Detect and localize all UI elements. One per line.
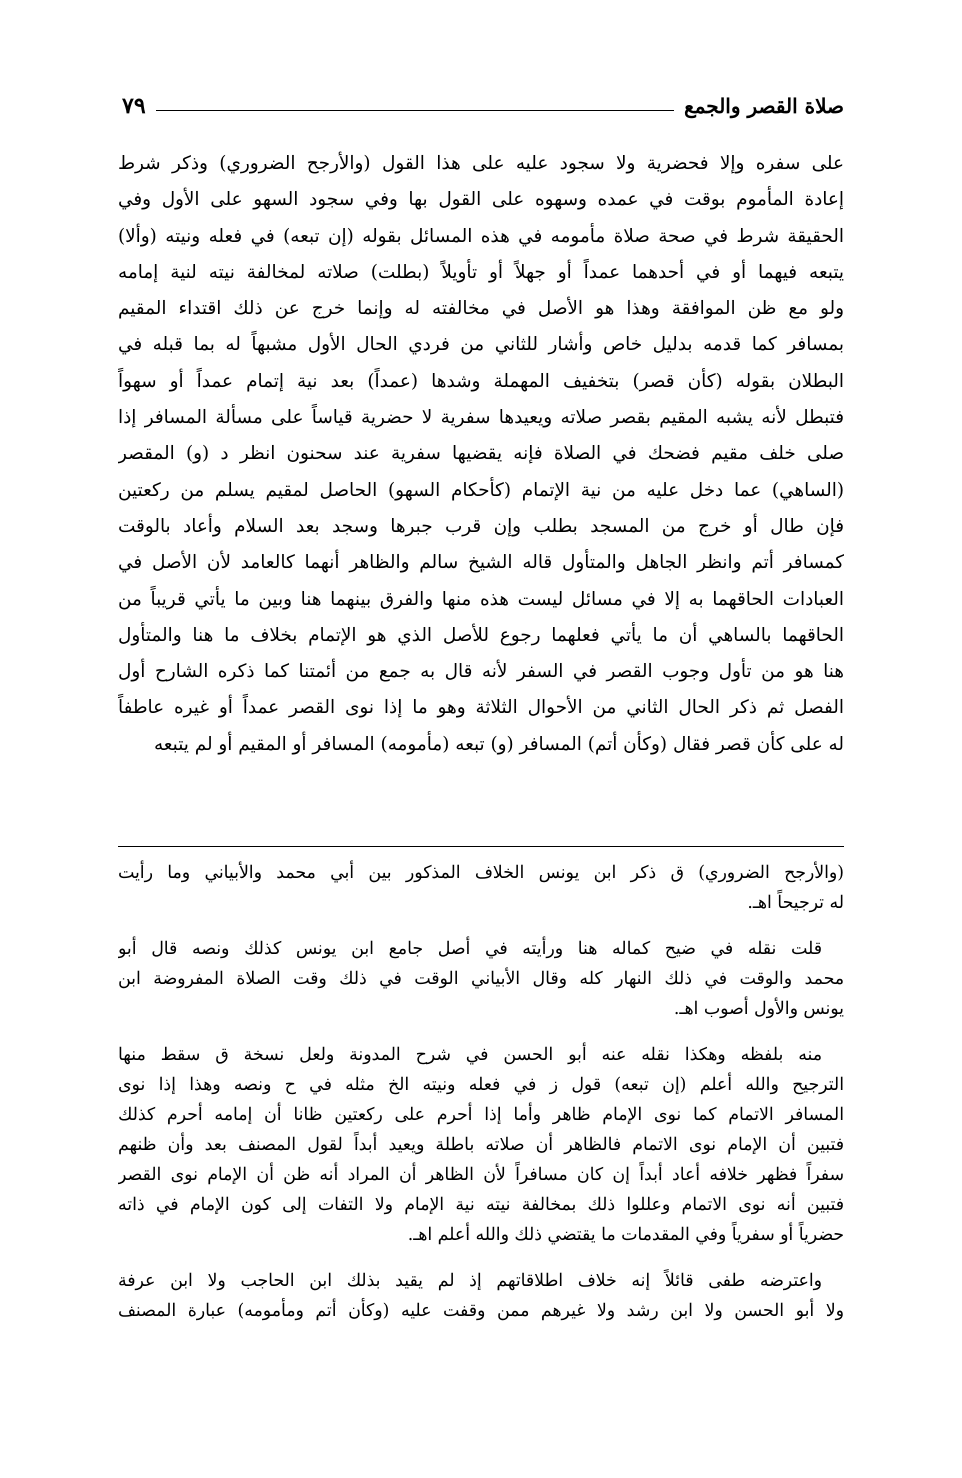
main-line: فإن طال أو خرج من المسجد بطلب وإن قرب جبرها وسجد بعد السلام وأعاد بالوقت xyxy=(118,515,844,537)
footnote-line: منه بلفظه وهكذا نقله عنه أبو الحسن في شرح المدونة ولعل نسخة ق سقط منها xyxy=(118,1045,822,1065)
running-header xyxy=(122,88,844,124)
main-line: فتبطل لأنه يشبه المقيم بقصر صلاته ويعيدها سفرية لا حضرية قياساً على مسألة المسافر إذا xyxy=(118,407,844,429)
footnote-line: له ترجيحاً اهـ. xyxy=(747,893,844,913)
footnote-line: فتبين أنه نوى الاتمام وعللوا ذلك بمخالفة نيته نية الإمام ولا التفات إلى كون الإمام في ذاته xyxy=(118,1195,844,1215)
chapter-title: صلاة القصر والجمع xyxy=(684,94,844,118)
footnote-paragraph xyxy=(118,1040,844,1250)
footnote-paragraph xyxy=(118,1266,844,1326)
main-line: على سفره وإلا فحضرية ولا سجود عليه على هذا القول (والأرجح الضروري) وذكر شرط xyxy=(118,153,844,174)
footnote-line: قلت نقله في ضيح كماله هنا ورأيته في أصل جامع ابن يونس كذلك ونصه قال أبو xyxy=(118,939,822,959)
footnote-line: يونس والأول أصوب اهـ. xyxy=(673,999,844,1019)
main-line: الحقيقة شرط في صحة صلاة مأمومه في هذه المسائل بقوله (إن تبعه) في فعله ونيته (وألا) xyxy=(118,225,844,247)
footnote-line: حضرياً أو سفرياً وفي المقدمات ما يقتضي ذلك والله أعلم اهـ. xyxy=(407,1225,844,1245)
footnote-paragraph xyxy=(118,858,844,918)
main-line: هنا هو من تأول وجوب القصر في السفر لأنه قال به جمع من أئمتنا كما ذكره الشارح أول xyxy=(118,661,844,683)
footnote-separator xyxy=(118,846,844,847)
footnote-line: محمد والوقت في ذلك النهار كله وقال الأبياني الوقت في ذلك وقت الصلاة المفروضة ابن xyxy=(118,969,844,989)
main-line: بمسافر كما قدمه بدليل خاص وأشار للثاني من فردي الحال الأول مشبهاً له بما قبله في xyxy=(118,334,844,356)
main-line: يتبعه فيهما أو في أحدهما عمداً أو جهلاً أو تأويلاً (بطلت) صلاته لمخالفة نيته لنية إمامه xyxy=(118,261,844,283)
footnote-line: (والأرجح الضروري) ق ذكر ابن يونس الخلاف المذكور بين أبي محمد والأبياني وما رأيت xyxy=(118,863,844,883)
main-line: البطلان بقوله (كأن قصر) بتخفيف المهملة وشدها (عمداً) بعد نية إتمام عمداً أو سهواً xyxy=(118,370,844,392)
main-line: صلى خلف مقيم فضحك في الصلاة فإنه يقضيها سفرية عند سحنون انظر د (و) المقصر xyxy=(118,443,844,465)
footnote-line: واعترضه طفى قائلاً إنه خلاف اطلاقاتهم إذ لم يقيد بذلك ابن الحاجب ولا ابن عرفة xyxy=(118,1271,822,1291)
main-line: له على كأن قصر فقال (وكأن أتم) المسافر (و) تبعه (مأمومه) المسافر أو المقيم أو لم يتبعه xyxy=(153,733,844,755)
main-line: العبادات الحاقهما به إلا في مسائل ليست هذه منها والفرق بينهما هنا وبين ما يأتي قريباً من xyxy=(118,588,844,610)
main-line: كمسافر أتم وانظر الجاهل والمتأول قاله الشيخ سالم والظاهر أنهما كالعامد لأن الأصل في xyxy=(118,552,844,574)
footnote-paragraph xyxy=(118,934,844,1024)
main-line: الفصل ثم ذكر الحال الثاني من الأحوال الثلاثة وهو ما إذا نوى القصر عمداً أو غيره عاطفاً xyxy=(118,697,844,719)
footnotes xyxy=(118,858,844,1342)
main-line: ولو مع ظن الموافقة وهذا هو الأصل في مخالفته له وإنما خرج عن ذلك اقتداء المقيم xyxy=(118,298,844,320)
footnote-line: المسافر الاتمام كما نوى الإمام ظاهر وأما إذا أحرم على ركعتين ظانا أن إمامه أحرم كذلك xyxy=(118,1105,844,1125)
page-number: ٧٩ xyxy=(122,93,146,119)
footnote-line: فتبين أن الإمام نوى الاتمام فالظاهر أن صلاته باطلة ويعيد أبداً لقول المصنف بعد وأن ظنهم xyxy=(118,1135,844,1155)
main-line: الحاقهما بالساهي أن ما يأتي فعلهما رجوع للأصل الذي هو الإتمام بخلاف ما هنا والمتأول xyxy=(118,624,844,646)
footnote-line: الترجيح والله أعلم (إن تبعه) قول ز في فعله ونيته الخ مثله في ح ونصه وهذا إذا نوى xyxy=(118,1075,844,1095)
footnote-line: سفراً فظهر خلافه أعاد أبداً إن كان مسافراً لأن الظاهر أن المراد أنه ظن أن الإمام نوى القصر xyxy=(118,1165,844,1185)
main-text xyxy=(118,146,844,763)
footnote-line: ولا أبو الحسن ولا ابن رشد ولا غيرهم ممن وقفت عليه (وكأن أتم ومأمومه) عبارة المصنف xyxy=(118,1301,844,1321)
main-line: إعادة المأموم بوقت في عمده وسهوه على القول بها وفي سجود السهو على الأول وفي xyxy=(118,189,844,211)
main-line: (الساهي) عما دخل عليه من نية الإتمام (كأحكام السهو) الحاصل لمقيم يسلم من ركعتين xyxy=(118,479,844,501)
header-rule xyxy=(156,110,674,111)
